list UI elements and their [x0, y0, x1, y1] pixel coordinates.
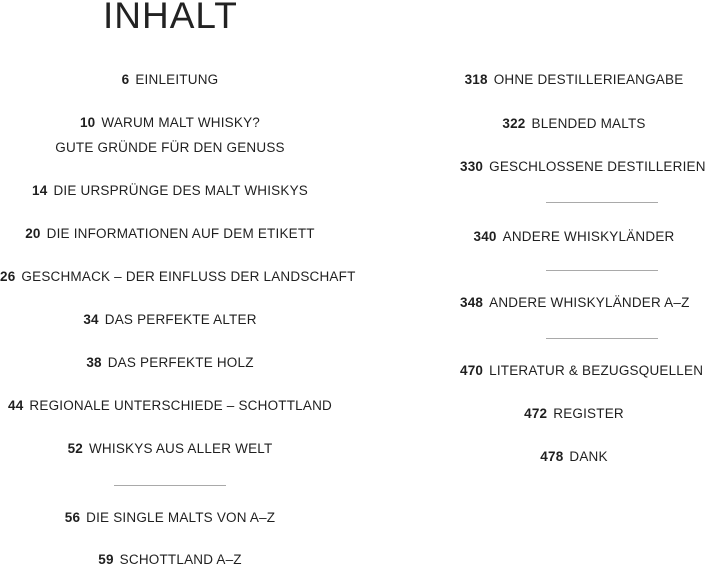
toc-page-number: 34: [83, 312, 99, 327]
toc-page-number: 52: [67, 441, 83, 456]
section-divider: [546, 202, 658, 203]
toc-entry[interactable]: [0, 551, 340, 568]
toc-entry-label: OHNE DESTILLERIEANGABE: [493, 72, 684, 87]
toc-entry[interactable]: [0, 225, 340, 242]
toc-page-number: 318: [464, 72, 488, 87]
toc-entry-label: DIE INFORMATIONEN AUF DEM ETIKETT: [46, 226, 315, 241]
section-divider: [546, 270, 658, 271]
toc-entry[interactable]: [0, 354, 340, 371]
toc-entry[interactable]: [460, 362, 704, 379]
toc-page-number: 38: [86, 355, 102, 370]
toc-entry-subtitle: GUTE GRÜNDE FÜR DEN GENUSS: [55, 140, 285, 155]
toc-entry[interactable]: [0, 268, 356, 285]
toc-entry[interactable]: [460, 228, 688, 245]
toc-entry[interactable]: [0, 509, 340, 526]
toc-entry[interactable]: [460, 294, 688, 311]
toc-entry[interactable]: [0, 397, 340, 414]
toc-entry-label: LITERATUR & BEZUGSQUELLEN: [489, 363, 704, 378]
toc-entry[interactable]: [0, 114, 340, 156]
toc-entry-label: ANDERE WHISKYLÄNDER A–Z: [489, 295, 690, 310]
toc-entry-label: EINLEITUNG: [135, 72, 219, 87]
section-divider: [114, 485, 226, 486]
toc-page-number: 56: [64, 510, 81, 525]
toc-entry-label: SCHOTTLAND A–Z: [119, 552, 242, 567]
toc-page-number: 20: [25, 226, 41, 241]
toc-entry-label: REGIONALE UNTERSCHIEDE – SCHOTTLAND: [29, 398, 332, 413]
toc-entry[interactable]: [460, 405, 688, 422]
toc-entry-label: DAS PERFEKTE HOLZ: [107, 355, 254, 370]
toc-page-number: 470: [460, 363, 484, 378]
toc-page-number: 26: [0, 269, 16, 284]
toc-entry[interactable]: [0, 182, 340, 199]
toc-entry[interactable]: [460, 71, 688, 88]
toc-entry[interactable]: [460, 158, 706, 175]
toc-entry-label: DIE SINGLE MALTS VON A–Z: [86, 510, 276, 525]
toc-entry-label: GESCHLOSSENE DESTILLERIEN: [489, 159, 706, 174]
toc-entry-label: WHISKYS AUS ALLER WELT: [88, 441, 273, 456]
toc-entry-label: ANDERE WHISKYLÄNDER: [502, 229, 675, 244]
toc-page-number: 6: [121, 72, 130, 87]
toc-page-number: 44: [8, 398, 24, 413]
toc-entry-label: GESCHMACK – DER EINFLUSS DER LANDSCHAFT: [21, 269, 356, 284]
toc-page-number: 472: [524, 406, 548, 421]
toc-entry[interactable]: [460, 115, 688, 132]
page-title: INHALT: [103, 0, 238, 36]
toc-page-number: 348: [460, 295, 484, 310]
toc-entry[interactable]: [460, 448, 688, 465]
toc-page-number: 14: [32, 183, 48, 198]
toc-entry[interactable]: [0, 311, 340, 328]
toc-page-number: 340: [473, 229, 497, 244]
toc-page-number: 322: [502, 116, 526, 131]
toc-entry-label: DAS PERFEKTE ALTER: [104, 312, 257, 327]
toc-page-number: 330: [460, 159, 484, 174]
toc-entry-label: DIE URSPRÜNGE DES MALT WHISKYS: [53, 183, 308, 198]
toc-page-number: 478: [540, 449, 564, 464]
toc-entry-label: WARUM MALT WHISKY?: [101, 115, 261, 130]
toc-entry-label: DANK: [569, 449, 608, 464]
toc-entry-label: REGISTER: [553, 406, 624, 421]
section-divider: [546, 338, 658, 339]
toc-entry[interactable]: [0, 71, 340, 88]
toc-entry-label: BLENDED MALTS: [531, 116, 646, 131]
toc-page-number: 10: [79, 115, 96, 130]
toc-entry[interactable]: [0, 440, 340, 457]
toc-page-number: 59: [98, 552, 114, 567]
